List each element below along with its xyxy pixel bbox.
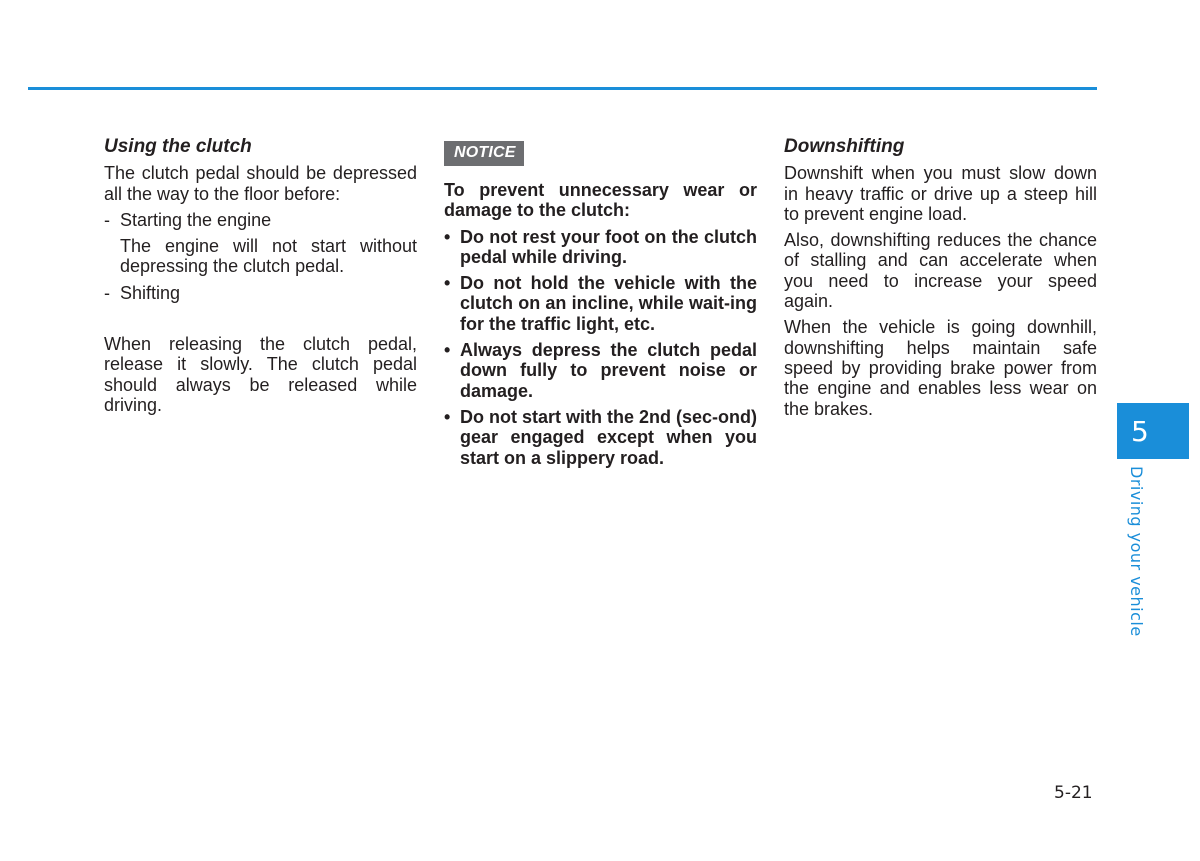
spacer	[104, 303, 417, 334]
notice-item	[444, 340, 757, 401]
bullet-icon: •	[444, 406, 451, 427]
dash-marker: -	[104, 282, 110, 303]
section-heading-downshifting: Downshifting	[784, 136, 905, 157]
notice-item	[444, 407, 757, 468]
page-number: 5-21	[1054, 783, 1093, 803]
bullet-icon: •	[444, 226, 451, 247]
section-heading-using-clutch: Using the clutch	[104, 136, 252, 157]
notice-list	[444, 227, 757, 468]
notice-item-text: Always depress the clutch pedal down fully to prevent noise or damage.	[460, 340, 757, 401]
chapter-number-tab: 5	[1117, 403, 1189, 459]
notice-item	[444, 273, 757, 334]
downshift-paragraph: Downshift when you must slow down in heavy traffic or drive up a steep hill to prevent engine load.	[784, 163, 1097, 224]
bullet-icon: •	[444, 273, 451, 294]
chapter-title: Driving your vehicle	[1127, 466, 1146, 637]
notice-item-text: Do not rest your foot on the clutch pedal while driving.	[460, 226, 757, 267]
notice-lead: To prevent unnecessary wear or damage to the clutch:	[444, 180, 757, 221]
list-item-starting-engine	[104, 210, 417, 230]
notice-item	[444, 227, 757, 268]
list-item-shifting	[104, 283, 417, 303]
releasing-paragraph: When releasing the clutch pedal, release it slowly. The clutch pedal should always be released while driving.	[104, 334, 417, 415]
middle-column	[444, 137, 757, 474]
intro-paragraph: The clutch pedal should be depressed all the way to the floor before:	[104, 163, 417, 204]
list-item-label: Shifting	[120, 282, 181, 303]
notice-item-text: Do not start with the 2nd (sec-ond) gear engaged except when you start on a slippery road.	[460, 406, 757, 468]
right-column	[784, 137, 1097, 419]
list-item-detail: The engine will not start without depressing the clutch pedal.	[120, 236, 417, 277]
header-rule	[28, 87, 1097, 90]
notice-item-text: Do not hold the vehicle with the clutch on an incline, while wait-ing for the traffic light, etc.	[460, 273, 757, 334]
dash-marker: -	[104, 209, 110, 230]
downshift-paragraph: Also, downshifting reduces the chance of stalling and can accelerate when you need to increase your speed again.	[784, 230, 1097, 312]
left-column	[104, 137, 417, 415]
bullet-icon: •	[444, 340, 451, 361]
list-item-label: Starting the engine	[120, 209, 272, 230]
notice-badge: NOTICE	[444, 141, 524, 166]
downshift-paragraph: When the vehicle is going downhill, downshifting helps maintain safe speed by providing brake power from the engine and enables less wear on the brakes.	[784, 317, 1097, 419]
